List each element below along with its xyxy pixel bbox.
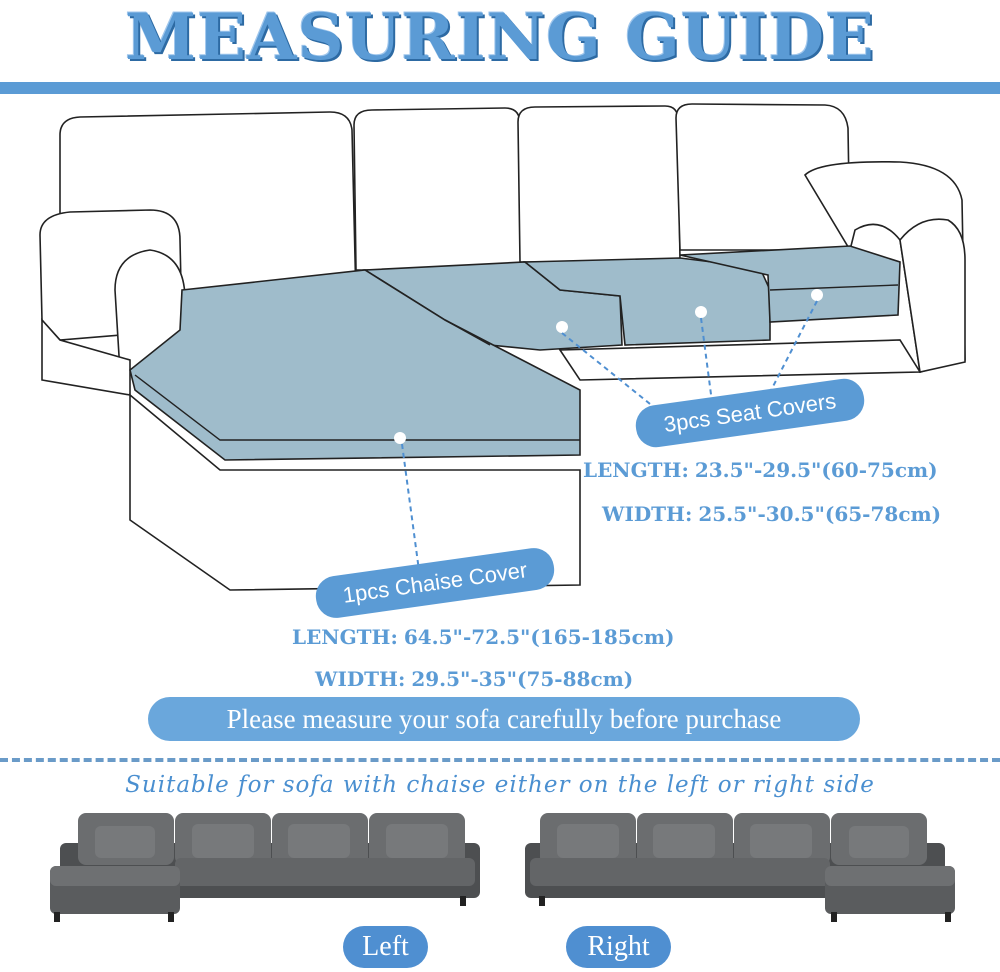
seat-length-value: 23.5"-29.5"(60-75cm) xyxy=(694,458,938,482)
orientation-subtitle: Suitable for sofa with chaise either on the left or right side xyxy=(125,772,875,798)
chaise-cover-tag: 1pcs Chaise Cover xyxy=(313,546,557,621)
seat-width-label: WIDTH: xyxy=(602,502,693,526)
seat-length-spec xyxy=(583,458,938,482)
chaise-width-value: 29.5"-35"(75-88cm) xyxy=(411,667,634,691)
page-title: MEASURING GUIDE xyxy=(125,0,875,75)
left-chaise-sofa-image xyxy=(50,808,490,926)
seat-width-spec xyxy=(602,502,941,526)
right-label: Right xyxy=(566,926,671,968)
right-chaise-sofa-image xyxy=(515,808,955,926)
chaise-length-value: 64.5"-72.5"(165-185cm) xyxy=(403,625,675,649)
chaise-width-spec xyxy=(315,667,633,691)
seat-width-value: 25.5"-30.5"(65-78cm) xyxy=(698,502,942,526)
title-underline xyxy=(0,82,1000,94)
left-label: Left xyxy=(343,926,428,968)
chaise-length-label: LENGTH: xyxy=(292,625,398,649)
section-divider xyxy=(0,758,1000,762)
sofa-diagram xyxy=(0,95,1000,615)
measure-notice: Please measure your sofa carefully before purchase xyxy=(148,697,860,741)
chaise-width-label: WIDTH: xyxy=(315,667,406,691)
chaise-length-spec xyxy=(292,625,674,649)
seat-covers-tag: 3pcs Seat Covers xyxy=(633,376,867,450)
seat-length-label: LENGTH: xyxy=(583,458,689,482)
